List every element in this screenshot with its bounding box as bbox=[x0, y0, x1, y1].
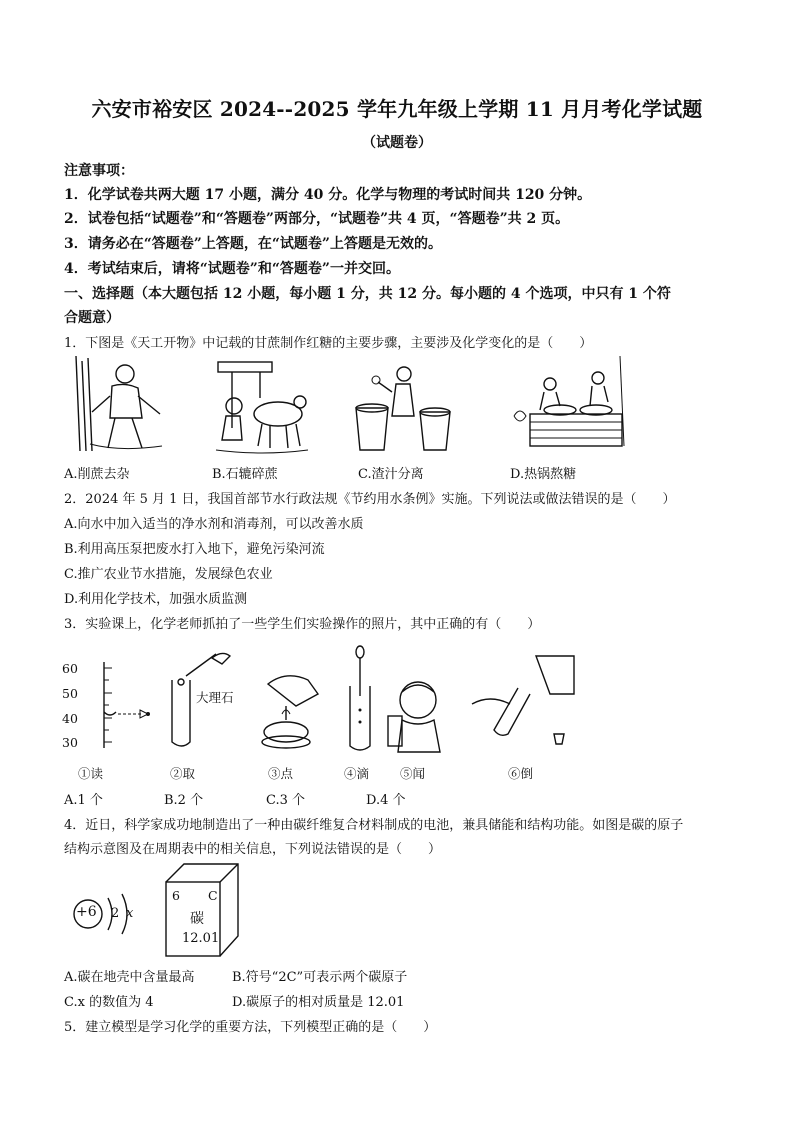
question-4-stem-cont: 结构示意图及在周期表中的相关信息，下列说法错误的是（ ） bbox=[64, 842, 442, 857]
q3-caption: ④滴 bbox=[344, 766, 370, 781]
q2-option-a: A.向水中加入适当的净水剂和消毒剂，可以改善水质 bbox=[64, 517, 364, 532]
q3-caption: ③点 bbox=[268, 766, 294, 781]
element-name: 碳 bbox=[190, 911, 204, 927]
notice-item: 4．考试结束后，请将“试题卷”和“答题卷”一并交回。 bbox=[64, 261, 400, 277]
q3-option-a: A.1 个 bbox=[64, 793, 103, 808]
section-heading-cont: 合题意） bbox=[64, 310, 120, 326]
notice-item: 2．试卷包括“试题卷”和“答题卷”两部分，“试题卷”共 4 页，“答题卷”共 2 页。 bbox=[64, 211, 570, 227]
q3-caption: ②取 bbox=[170, 766, 196, 781]
illustration-lighting-lamp bbox=[256, 670, 336, 760]
q3-option-b: B.2 个 bbox=[164, 793, 204, 808]
illustration-ox-mill bbox=[212, 358, 312, 458]
element-number: 6 bbox=[172, 888, 180, 903]
q3-caption: ①读 bbox=[78, 766, 104, 781]
q1-option-a: A.削蔗去杂 bbox=[64, 467, 130, 482]
question-5-stem: 5．建立模型是学习化学的重要方法，下列模型正确的是（ ） bbox=[64, 1020, 437, 1035]
q1-option-d: D.热锅熬糖 bbox=[510, 467, 577, 482]
notice-heading: 注意事项： bbox=[64, 163, 134, 179]
q4-option-c: C.x 的数值为 4 bbox=[64, 995, 154, 1010]
page-title: 六安市裕安区 2024--2025 学年九年级上学期 11 月月考化学试题 bbox=[91, 97, 703, 121]
q3-caption: ⑥倒 bbox=[508, 766, 534, 781]
atom-nucleus: +6 bbox=[76, 904, 97, 920]
illustration-pouring bbox=[470, 648, 580, 748]
q3-option-d: D.4 个 bbox=[366, 793, 406, 808]
q1-option-b: B.石辘碎蔗 bbox=[212, 467, 278, 482]
q3-caption: ⑤闻 bbox=[400, 766, 426, 781]
q2-option-c: C.推广农业节水措施，发展绿色农业 bbox=[64, 567, 273, 582]
notice-item: 1．化学试卷共两大题 17 小题，满分 40 分。化学与物理的考试时间共 120 分钟。 bbox=[64, 187, 592, 203]
notice-item: 3．请务必在“答题卷”上答题，在“试题卷”上答题是无效的。 bbox=[64, 236, 442, 252]
page-subtitle: （试题卷） bbox=[362, 135, 432, 151]
cylinder-tick: 60 bbox=[62, 661, 78, 676]
q2-option-d: D.利用化学技术，加强水质监测 bbox=[64, 592, 248, 607]
illustration-boiling-sugar bbox=[500, 356, 630, 456]
cylinder-tick: 40 bbox=[62, 711, 78, 726]
q4-option-d: D.碳原子的相对质量是 12.01 bbox=[232, 995, 405, 1010]
atom-shell-1: 2 bbox=[111, 906, 120, 921]
marble-label: 大理石 bbox=[196, 690, 234, 705]
atom-shell-2: x bbox=[126, 906, 134, 921]
q4-option-b: B.符号“2C”可表示两个碳原子 bbox=[232, 970, 408, 985]
illustration-dropping-liquid bbox=[340, 646, 380, 756]
illustration-separating-juice bbox=[352, 360, 452, 460]
question-4-stem: 4．近日，科学家成功地制造出了一种由碳纤维复合材料制成的电池，兼具储能和结构功能。如图是碳的原子 bbox=[64, 818, 684, 833]
q3-option-c: C.3 个 bbox=[266, 793, 306, 808]
element-symbol: C bbox=[208, 888, 218, 903]
question-2-stem: 2．2024 年 5 月 1 日，我国首部节水行政法规《节约用水条例》实施。下列说法或做法错误的是（ ） bbox=[64, 492, 676, 507]
element-mass: 12.01 bbox=[182, 931, 220, 946]
q1-option-c: C.渣汁分离 bbox=[358, 467, 424, 482]
q2-option-b: B.利用高压泵把废水打入地下，避免污染河流 bbox=[64, 542, 325, 557]
section-heading: 一、选择题（本大题包括 12 小题，每小题 1 分，共 12 分。每小题的 4 个选项，中只有 1 个符 bbox=[64, 286, 671, 302]
illustration-reading-cylinder bbox=[82, 662, 162, 752]
illustration-cutting-cane bbox=[70, 356, 170, 456]
illustration-smelling bbox=[384, 676, 454, 756]
question-3-stem: 3．实验课上，化学老师抓拍了一些学生们实验操作的照片，其中正确的有（ ） bbox=[64, 617, 541, 632]
q4-option-a: A.碳在地壳中含量最高 bbox=[64, 970, 195, 985]
cylinder-tick: 50 bbox=[62, 686, 78, 701]
question-1-stem: 1．下图是《天工开物》中记载的甘蔗制作红糖的主要步骤，主要涉及化学变化的是（ ） bbox=[64, 336, 593, 351]
cylinder-tick: 30 bbox=[62, 735, 78, 750]
